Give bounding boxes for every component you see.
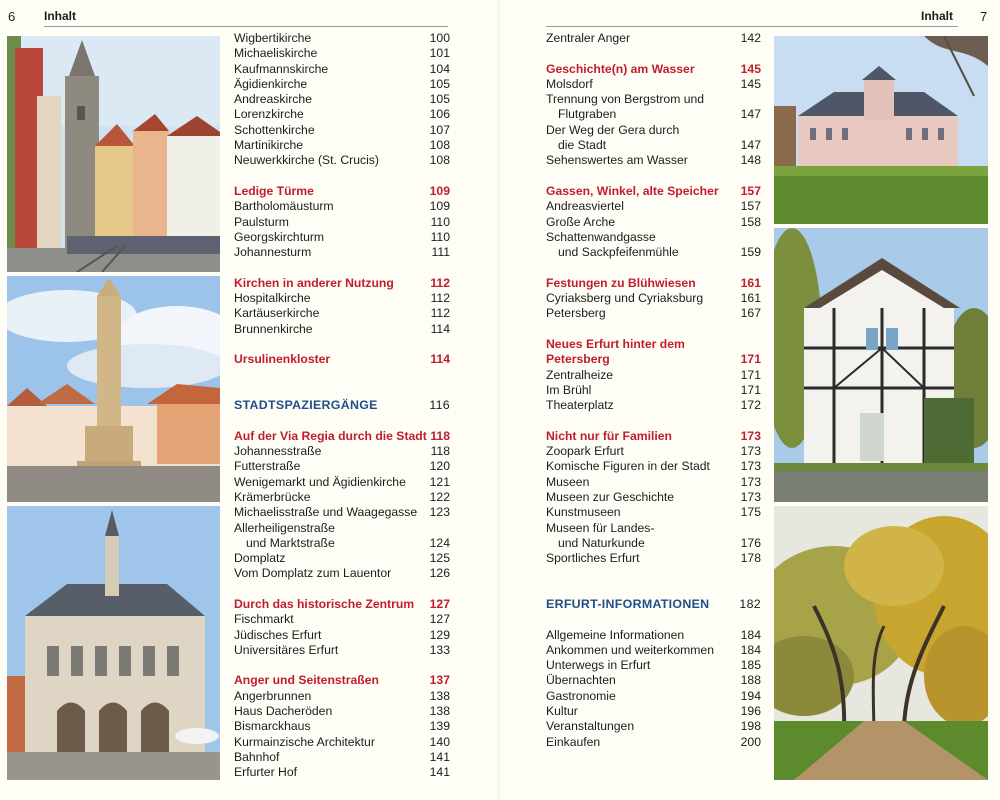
toc-entry[interactable] bbox=[546, 398, 761, 413]
toc-page-number: 157 bbox=[740, 199, 761, 214]
toc-entry-title: Allgemeine Informationen bbox=[546, 627, 685, 642]
toc-page-number: 196 bbox=[740, 704, 761, 719]
toc-page-number: 194 bbox=[740, 688, 761, 703]
toc-entry[interactable] bbox=[234, 735, 450, 750]
toc-page-number: 141 bbox=[429, 765, 450, 780]
toc-entry-title: Einkaufen bbox=[546, 734, 601, 749]
toc-entry-title: Im Brühl bbox=[546, 382, 592, 397]
toc-spacer bbox=[546, 169, 761, 184]
toc-page-number: 161 bbox=[740, 291, 761, 306]
palace-lawn-photo bbox=[774, 36, 988, 224]
toc-entry[interactable] bbox=[234, 628, 450, 643]
right-page bbox=[500, 0, 1000, 800]
toc-entry[interactable] bbox=[234, 322, 450, 337]
toc-entry-title: und Marktstraße bbox=[246, 535, 335, 550]
toc-section-heading[interactable] bbox=[234, 673, 450, 688]
toc-entry[interactable] bbox=[546, 291, 761, 306]
toc-right-column bbox=[546, 31, 761, 750]
toc-section-heading[interactable] bbox=[234, 429, 450, 444]
toc-page-number: 161 bbox=[740, 275, 761, 290]
toc-page-number: 118 bbox=[430, 428, 450, 443]
toc-entry-title: Krämerbrücke bbox=[234, 489, 311, 504]
toc-entry-title: die Stadt bbox=[558, 138, 607, 153]
toc-page-number: 145 bbox=[740, 76, 761, 91]
toc-page-number: 122 bbox=[429, 489, 450, 504]
toc-entry-title: Auf der Via Regia durch die Stadt bbox=[234, 428, 427, 443]
toc-page-number: 112 bbox=[430, 291, 450, 306]
toc-page-number: 157 bbox=[740, 183, 761, 198]
toc-entry[interactable] bbox=[546, 689, 761, 704]
toc-page-number: 112 bbox=[430, 306, 450, 321]
toc-entry-title: Universitäres Erfurt bbox=[234, 642, 339, 657]
toc-page-number: 110 bbox=[430, 214, 450, 229]
toc-page-number: 139 bbox=[429, 719, 450, 734]
toc-page-number: 110 bbox=[430, 229, 450, 244]
toc-page-number: 200 bbox=[740, 734, 761, 749]
obelisk-square-photo bbox=[7, 276, 220, 502]
toc-spacer bbox=[234, 413, 450, 428]
toc-page-number: 109 bbox=[429, 183, 450, 198]
toc-page-number: 140 bbox=[429, 734, 450, 749]
toc-spacer bbox=[234, 337, 450, 352]
toc-page-number: 111 bbox=[431, 245, 450, 260]
toc-entry[interactable] bbox=[234, 689, 450, 704]
toc-entry-title: Andreasviertel bbox=[546, 199, 624, 214]
toc-page-number: 159 bbox=[740, 245, 761, 260]
toc-page-number: 188 bbox=[740, 673, 761, 688]
toc-entry[interactable] bbox=[546, 306, 761, 321]
toc-chapter-heading[interactable] bbox=[234, 398, 450, 413]
toc-entry-title: Molsdorf bbox=[546, 76, 593, 91]
toc-entry-title: Kurmainzische Architektur bbox=[234, 734, 375, 749]
toc-spacer bbox=[234, 368, 450, 383]
toc-page-number: 173 bbox=[740, 474, 761, 489]
toc-section-heading[interactable] bbox=[234, 597, 450, 612]
toc-section-heading[interactable] bbox=[546, 62, 761, 77]
toc-entry-title: Bismarckhaus bbox=[234, 719, 311, 734]
toc-page-number: 175 bbox=[740, 505, 761, 520]
toc-spacer bbox=[546, 566, 761, 581]
toc-spacer bbox=[546, 413, 761, 428]
toc-entry[interactable] bbox=[546, 673, 761, 688]
toc-entry-title: Lorenzkirche bbox=[234, 107, 304, 122]
toc-page-number: 114 bbox=[430, 352, 450, 367]
toc-entry[interactable] bbox=[234, 199, 450, 214]
toc-entry-title: Michaelisstraße und Waagegasse bbox=[234, 505, 418, 520]
toc-entry[interactable] bbox=[546, 77, 761, 92]
toc-entry[interactable] bbox=[234, 77, 450, 92]
toc-entry-continuation[interactable] bbox=[546, 536, 761, 551]
toc-entry[interactable] bbox=[546, 215, 761, 230]
toc-page-number: 116 bbox=[429, 398, 450, 413]
toc-entry-title: Sportliches Erfurt bbox=[546, 551, 640, 566]
toc-entry[interactable] bbox=[546, 643, 761, 658]
toc-page-number: 137 bbox=[429, 673, 450, 688]
toc-entry-title: Bartholomäusturm bbox=[234, 199, 334, 214]
toc-page-number: 121 bbox=[429, 474, 450, 489]
toc-entry-title: Kultur bbox=[546, 704, 578, 719]
toc-page-number: 108 bbox=[429, 138, 450, 153]
toc-entry-title: Vom Domplatz zum Lauentor bbox=[234, 566, 392, 581]
toc-entry[interactable] bbox=[234, 750, 450, 765]
toc-entry[interactable] bbox=[234, 215, 450, 230]
toc-page-number: 100 bbox=[429, 31, 450, 45]
toc-entry-title: Museen zur Geschichte bbox=[546, 489, 675, 504]
toc-entry-title: Johannesstraße bbox=[234, 444, 322, 459]
toc-entry-title: Flutgraben bbox=[558, 107, 617, 122]
toc-entry[interactable] bbox=[546, 704, 761, 719]
toc-page-number: 184 bbox=[740, 627, 761, 642]
toc-entry[interactable] bbox=[234, 444, 450, 459]
toc-entry-title: Zentralheize bbox=[546, 367, 614, 382]
left-running-header: Inhalt bbox=[44, 9, 76, 23]
toc-page-number: 176 bbox=[740, 535, 761, 550]
toc-spacer bbox=[546, 582, 761, 597]
toc-entry[interactable] bbox=[234, 490, 450, 505]
toc-entry-title: Erfurter Hof bbox=[234, 765, 297, 780]
toc-section-heading[interactable] bbox=[546, 429, 761, 444]
toc-entry-title: Zoopark Erfurt bbox=[546, 444, 624, 459]
toc-page-number: 107 bbox=[429, 122, 450, 137]
toc-entry-title: Angerbrunnen bbox=[234, 688, 312, 703]
left-header-rule bbox=[44, 26, 448, 27]
toc-page-number: 127 bbox=[429, 596, 450, 611]
toc-entry[interactable] bbox=[546, 551, 761, 566]
toc-entry-title: Petersberg bbox=[546, 306, 606, 321]
toc-entry[interactable] bbox=[546, 459, 761, 474]
toc-entry-title: Gassen, Winkel, alte Speicher bbox=[546, 183, 719, 198]
toc-section-heading[interactable] bbox=[546, 276, 761, 291]
toc-entry-continuation[interactable] bbox=[546, 107, 761, 122]
toc-entry-title: Der Weg der Gera durch bbox=[546, 122, 680, 137]
toc-entry-title: Trennung von Bergstrom und bbox=[546, 92, 705, 107]
toc-entry-title: Bahnhof bbox=[234, 749, 280, 764]
toc-page-number: 123 bbox=[429, 505, 450, 520]
toc-entry-title: und Sackpfeifenmühle bbox=[558, 245, 679, 260]
toc-page-number: 158 bbox=[740, 214, 761, 229]
toc-entry[interactable] bbox=[546, 475, 761, 490]
toc-entry[interactable] bbox=[234, 505, 450, 520]
toc-page-number: 171 bbox=[740, 382, 761, 397]
toc-entry[interactable] bbox=[546, 628, 761, 643]
toc-entry[interactable] bbox=[234, 62, 450, 77]
toc-entry[interactable] bbox=[234, 138, 450, 153]
toc-entry[interactable] bbox=[234, 551, 450, 566]
toc-entry-title: Kirchen in anderer Nutzung bbox=[234, 275, 394, 290]
toc-entry-title: und Naturkunde bbox=[558, 535, 645, 550]
toc-entry[interactable] bbox=[234, 92, 450, 107]
toc-page-number: 184 bbox=[740, 642, 761, 657]
toc-spacer bbox=[546, 260, 761, 275]
toc-entry-title: Johannesturm bbox=[234, 245, 312, 260]
toc-entry-title: Kunstmuseen bbox=[546, 505, 621, 520]
left-page-number: 6 bbox=[8, 9, 16, 24]
toc-page-number: 173 bbox=[740, 428, 761, 443]
toc-spacer bbox=[234, 169, 450, 184]
toc-entry[interactable] bbox=[546, 123, 761, 138]
toc-entry-title: Neues Erfurt hinter dem bbox=[546, 336, 685, 351]
toc-page-number: 124 bbox=[429, 535, 450, 550]
toc-page-number: 126 bbox=[429, 566, 450, 581]
toc-page-number: 138 bbox=[429, 704, 450, 719]
toc-entry-continuation[interactable] bbox=[234, 536, 450, 551]
toc-page-number: 129 bbox=[429, 627, 450, 642]
toc-left-column bbox=[234, 31, 450, 781]
toc-page-number: 114 bbox=[430, 321, 450, 336]
toc-entry-title: Brunnenkirche bbox=[234, 321, 313, 336]
toc-entry[interactable] bbox=[546, 31, 761, 46]
toc-section-heading[interactable] bbox=[234, 184, 450, 199]
toc-section-heading[interactable] bbox=[546, 184, 761, 199]
toc-spacer bbox=[546, 46, 761, 61]
church-tower-street-photo bbox=[7, 36, 220, 272]
toc-entry[interactable] bbox=[546, 490, 761, 505]
toc-entry-title: Schottenkirche bbox=[234, 122, 315, 137]
toc-entry-title: Theaterplatz bbox=[546, 398, 614, 413]
toc-entry-title: Wenigemarkt und Ägidienkirche bbox=[234, 474, 406, 489]
toc-entry-title: Ursulinenkloster bbox=[234, 352, 331, 367]
toc-entry-title: Unterwegs in Erfurt bbox=[546, 658, 651, 673]
toc-entry-title: Ägidienkirche bbox=[234, 76, 308, 91]
toc-page-number: 141 bbox=[429, 749, 450, 764]
toc-entry[interactable] bbox=[234, 612, 450, 627]
toc-entry-title: Zentraler Anger bbox=[546, 31, 631, 45]
toc-entry-title: Museen bbox=[546, 474, 590, 489]
toc-entry[interactable] bbox=[234, 566, 450, 581]
toc-entry-title: Futterstraße bbox=[234, 459, 301, 474]
toc-entry-title: Übernachten bbox=[546, 673, 616, 688]
toc-entry[interactable] bbox=[234, 704, 450, 719]
toc-page-number: 118 bbox=[430, 444, 450, 459]
toc-spacer bbox=[546, 322, 761, 337]
toc-entry[interactable] bbox=[234, 719, 450, 734]
toc-spacer bbox=[234, 582, 450, 597]
toc-page-number: 185 bbox=[740, 658, 761, 673]
toc-entry-title: Anger und Seitenstraßen bbox=[234, 673, 379, 688]
toc-entry[interactable] bbox=[546, 719, 761, 734]
half-timbered-house-photo bbox=[774, 228, 988, 502]
toc-page-number: 173 bbox=[740, 459, 761, 474]
toc-entry[interactable] bbox=[234, 459, 450, 474]
toc-entry-title: Sehenswertes am Wasser bbox=[546, 153, 688, 168]
toc-spacer bbox=[234, 658, 450, 673]
toc-page-number: 101 bbox=[429, 46, 450, 61]
toc-page-number: 178 bbox=[740, 551, 761, 566]
toc-chapter-heading[interactable] bbox=[546, 597, 761, 612]
toc-entry[interactable] bbox=[546, 444, 761, 459]
right-header-rule bbox=[546, 26, 958, 27]
toc-page-number: 167 bbox=[740, 306, 761, 321]
toc-entry-title: Museen für Landes- bbox=[546, 520, 655, 535]
toc-page-number: 104 bbox=[429, 61, 450, 76]
toc-entry[interactable] bbox=[234, 475, 450, 490]
toc-section-heading[interactable] bbox=[546, 352, 761, 367]
toc-entry[interactable] bbox=[546, 658, 761, 673]
toc-entry-title: Paulsturm bbox=[234, 214, 289, 229]
toc-entry-title: Durch das historische Zentrum bbox=[234, 596, 415, 611]
town-hall-photo bbox=[7, 506, 220, 780]
toc-entry-title: Wigbertikirche bbox=[234, 31, 312, 45]
toc-page-number: 198 bbox=[740, 719, 761, 734]
toc-entry-title: Kartäuserkirche bbox=[234, 306, 320, 321]
toc-page-number: 145 bbox=[740, 61, 761, 76]
toc-entry-title: Schattenwandgasse bbox=[546, 229, 656, 244]
toc-page-number: 105 bbox=[429, 92, 450, 107]
toc-entry-title: Kaufmannskirche bbox=[234, 61, 329, 76]
toc-entry[interactable] bbox=[546, 199, 761, 214]
toc-page-number: 147 bbox=[740, 138, 761, 153]
toc-section-heading[interactable] bbox=[546, 337, 761, 352]
toc-entry[interactable] bbox=[234, 291, 450, 306]
toc-page-number: 120 bbox=[429, 459, 450, 474]
toc-entry-title: ERFURT-INFORMATIONEN bbox=[546, 596, 710, 611]
toc-entry-title: Veranstaltungen bbox=[546, 719, 635, 734]
toc-entry[interactable] bbox=[234, 765, 450, 780]
toc-page-number: 106 bbox=[429, 107, 450, 122]
toc-entry-title: Michaeliskirche bbox=[234, 46, 318, 61]
toc-page-number: 109 bbox=[429, 199, 450, 214]
toc-page-number: 127 bbox=[429, 612, 450, 627]
toc-entry[interactable] bbox=[546, 735, 761, 750]
toc-entry-title: Gastronomie bbox=[546, 688, 616, 703]
toc-entry-title: Jüdisches Erfurt bbox=[234, 627, 322, 642]
toc-page-number: 148 bbox=[740, 153, 761, 168]
right-page-number: 7 bbox=[980, 9, 988, 24]
toc-section-heading[interactable] bbox=[234, 352, 450, 367]
toc-entry-title: Geschichte(n) am Wasser bbox=[546, 61, 695, 76]
toc-entry[interactable] bbox=[546, 92, 761, 107]
toc-entry-title: Hospitalkirche bbox=[234, 291, 311, 306]
toc-entry[interactable] bbox=[546, 383, 761, 398]
autumn-park-photo bbox=[774, 506, 988, 780]
toc-entry[interactable] bbox=[546, 153, 761, 168]
toc-entry-title: Komische Figuren in der Stadt bbox=[546, 459, 710, 474]
toc-page-number: 105 bbox=[429, 76, 450, 91]
toc-entry[interactable] bbox=[234, 46, 450, 61]
toc-entry[interactable] bbox=[234, 245, 450, 260]
toc-entry[interactable] bbox=[234, 107, 450, 122]
toc-page-number: 171 bbox=[740, 352, 761, 367]
toc-page-number: 142 bbox=[740, 31, 761, 45]
toc-entry-title: Ankommen und weiterkommen bbox=[546, 642, 714, 657]
toc-entry[interactable] bbox=[234, 643, 450, 658]
toc-page-number: 172 bbox=[740, 398, 761, 413]
toc-entry-title: STADTSPAZIERGÄNGE bbox=[234, 398, 378, 413]
toc-entry-title: Große Arche bbox=[546, 214, 616, 229]
toc-section-heading[interactable] bbox=[234, 276, 450, 291]
toc-page-number: 147 bbox=[740, 107, 761, 122]
toc-entry-title: Ledige Türme bbox=[234, 183, 314, 198]
toc-entry[interactable] bbox=[234, 31, 450, 46]
toc-entry[interactable] bbox=[546, 521, 761, 536]
toc-entry-continuation[interactable] bbox=[546, 245, 761, 260]
toc-page-number: 171 bbox=[740, 367, 761, 382]
toc-page-number: 112 bbox=[430, 275, 450, 290]
toc-spacer bbox=[234, 260, 450, 275]
toc-spacer bbox=[234, 383, 450, 398]
toc-page-number: 125 bbox=[429, 551, 450, 566]
toc-entry-title: Allerheiligenstraße bbox=[234, 520, 335, 535]
toc-entry-title: Nicht nur für Familien bbox=[546, 428, 672, 443]
toc-entry-title: Cyriaksberg und Cyriaksburg bbox=[546, 291, 704, 306]
toc-spacer bbox=[546, 612, 761, 627]
toc-entry[interactable] bbox=[234, 123, 450, 138]
toc-entry-title: Petersberg bbox=[546, 352, 610, 367]
toc-entry[interactable] bbox=[546, 505, 761, 520]
toc-entry[interactable] bbox=[234, 230, 450, 245]
toc-entry[interactable] bbox=[546, 368, 761, 383]
right-running-header: Inhalt bbox=[921, 9, 953, 23]
toc-page-number: 133 bbox=[429, 642, 450, 657]
toc-entry[interactable] bbox=[234, 306, 450, 321]
toc-page-number: 138 bbox=[429, 688, 450, 703]
toc-entry-continuation[interactable] bbox=[546, 138, 761, 153]
toc-page-number: 108 bbox=[429, 153, 450, 168]
toc-entry-title: Neuwerkkirche (St. Crucis) bbox=[234, 153, 379, 168]
toc-entry[interactable] bbox=[234, 153, 450, 168]
toc-entry-title: Andreaskirche bbox=[234, 92, 312, 107]
toc-entry-title: Haus Dacheröden bbox=[234, 704, 333, 719]
toc-entry-title: Fischmarkt bbox=[234, 612, 294, 627]
toc-entry-title: Georgskirchturm bbox=[234, 229, 325, 244]
toc-entry-title: Festungen zu Blühwiesen bbox=[546, 275, 696, 290]
toc-page-number: 173 bbox=[740, 489, 761, 504]
toc-page-number: 173 bbox=[740, 444, 761, 459]
toc-entry-title: Martinikirche bbox=[234, 138, 304, 153]
toc-page-number: 182 bbox=[739, 596, 761, 611]
toc-entry[interactable] bbox=[546, 230, 761, 245]
toc-entry-title: Domplatz bbox=[234, 551, 286, 566]
toc-entry[interactable] bbox=[234, 521, 450, 536]
